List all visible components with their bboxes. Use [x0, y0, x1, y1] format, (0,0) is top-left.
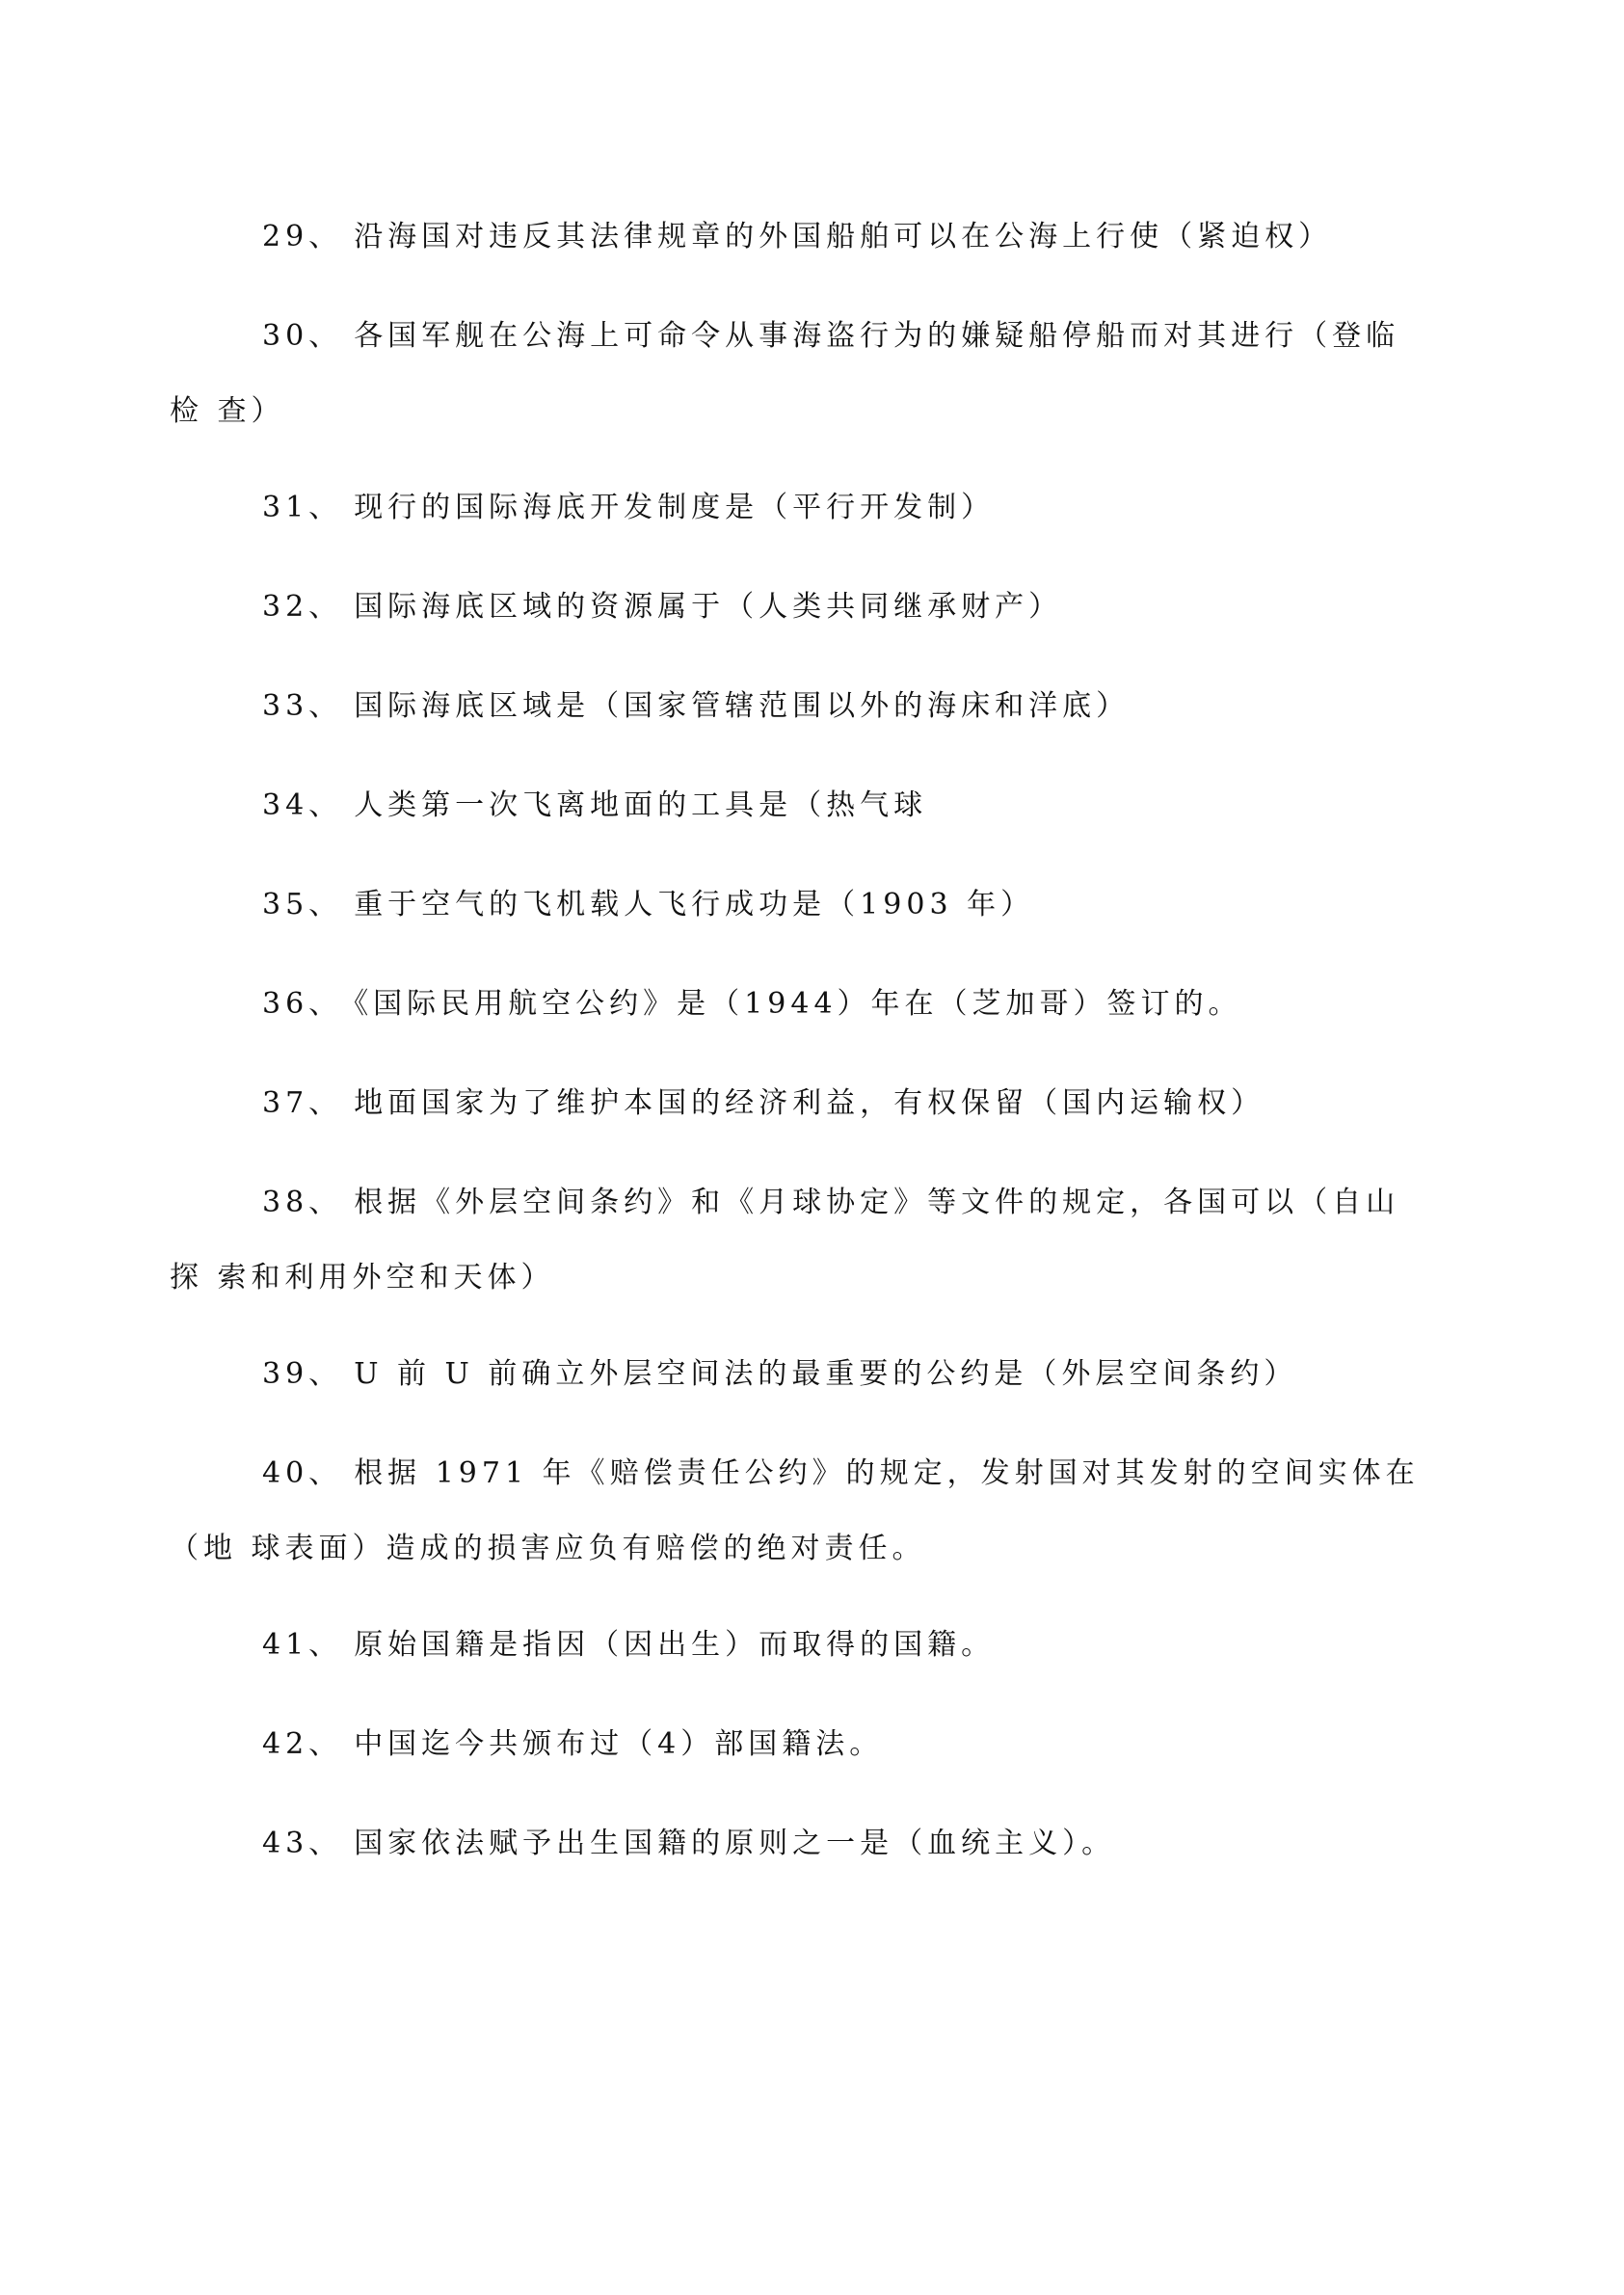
list-item-41: [170, 1628, 1423, 1663]
list-item-35: [170, 888, 1423, 922]
list-item-30: [170, 299, 1423, 449]
item-number: 34、: [262, 788, 343, 822]
list-item-39: [170, 1357, 1423, 1392]
item-number: 35、: [262, 888, 343, 921]
question-list: [170, 220, 1423, 1926]
item-number: 30、: [262, 319, 343, 353]
item-first-line: [262, 299, 1423, 374]
item-number: 37、: [262, 1086, 343, 1120]
item-continuation: 探 索和利用外空和天体）: [170, 1261, 555, 1294]
list-item-36: [170, 987, 1423, 1022]
item-number: 32、: [262, 590, 343, 624]
list-item-38: [170, 1165, 1423, 1316]
item-number: 38、: [262, 1186, 343, 1219]
list-item-34: [170, 788, 1423, 823]
item-text: 地面国家为了维护本国的经济利益，有权保留（国内运输权）: [354, 1086, 1265, 1120]
item-number: 31、: [262, 491, 343, 524]
list-item-31: [170, 491, 1423, 525]
item-number: 39、: [262, 1357, 343, 1391]
item-text: 根据《外层空间条约》和《月球协定》等文件的规定，各国可以（自山: [354, 1186, 1400, 1219]
item-text: 《国际民用航空公约》是（1944）年在（芝加哥）签订的。: [354, 987, 1242, 1021]
item-text: 国际海底区域的资源属于（人类共同继承财产）: [354, 590, 1063, 624]
item-text: 现行的国际海底开发制度是（平行开发制）: [354, 491, 996, 524]
item-number: 40、: [262, 1456, 343, 1490]
item-text: 人类第一次飞离地面的工具是（热气球: [354, 788, 928, 822]
item-number: 41、: [262, 1628, 343, 1662]
item-number: 36、: [262, 987, 343, 1021]
list-item-43: [170, 1827, 1423, 1861]
item-text: U 前 U 前确立外层空间法的最重要的公约是（外层空间条约）: [354, 1357, 1298, 1391]
list-item-33: [170, 689, 1423, 724]
item-number: 42、: [262, 1727, 343, 1761]
item-first-line: [262, 1165, 1423, 1241]
item-text: 原始国籍是指因（因出生）而取得的国籍。: [354, 1628, 996, 1662]
item-text: 中国迄今共颁布过（4）部国籍法。: [354, 1727, 884, 1761]
item-first-line: [262, 1436, 1423, 1511]
item-text: 沿海国对违反其法律规章的外国船舶可以在公海上行使（紧迫权）: [354, 220, 1333, 254]
item-text: 各国军舰在公海上可命令从事海盗行为的嫌疑船停船而对其进行（登临: [354, 319, 1400, 353]
list-item-37: [170, 1086, 1423, 1121]
item-text: 根据 1971 年《赔偿责任公约》的规定，发射国对其发射的空间实体在: [354, 1456, 1420, 1490]
item-text: 重于空气的飞机载人飞行成功是（1903 年）: [354, 888, 1035, 921]
item-number: 43、: [262, 1827, 343, 1860]
item-continuation: 检 查）: [170, 394, 285, 428]
item-number: 29、: [262, 220, 343, 254]
item-text: 国际海底区域是（国家管辖范围以外的海床和洋底）: [354, 689, 1131, 723]
list-item-42: [170, 1727, 1423, 1762]
list-item-40: [170, 1436, 1423, 1587]
item-number: 33、: [262, 689, 343, 723]
item-text: 国家依法赋予出生国籍的原则之一是（血统主义）。: [354, 1827, 1116, 1860]
list-item-32: [170, 590, 1423, 625]
list-item-29: [170, 220, 1423, 254]
item-continuation: （地 球表面）造成的损害应负有赔偿的绝对责任。: [170, 1532, 926, 1565]
